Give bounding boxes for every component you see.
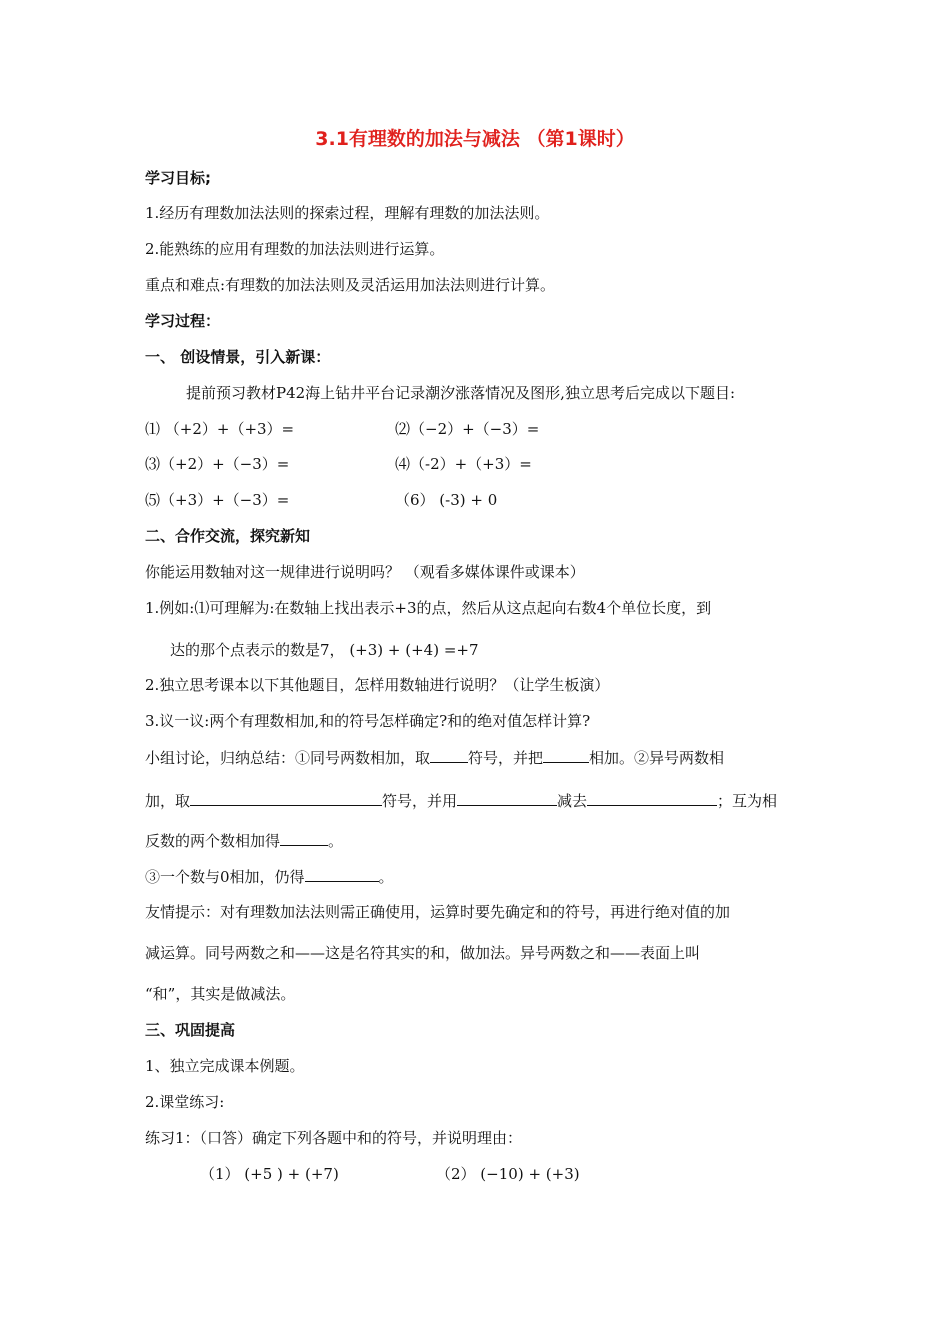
practice-problem-1: （1） (+5 ) + (+7) (200, 1165, 339, 1183)
practice-problem-2: （2） (−10) + (+3) (436, 1165, 580, 1183)
blank-absolute-values[interactable] (543, 747, 589, 763)
problem-3: ⑶（+2）+（−3）= (145, 455, 290, 473)
problem-1: ⑴ （+2）+（+3）= (145, 420, 295, 438)
section-1-heading: 一、 创设情景，引入新课： (145, 348, 331, 366)
blank-larger-abs[interactable] (457, 790, 557, 806)
summary-line-3: 反数的两个数相加得 。 (145, 832, 344, 850)
section-3-heading: 三、巩固提高 (145, 1021, 236, 1039)
summary-line-1: 小组讨论，归纳总结：①同号两数相加，取 符号，并把 相加。②异号两数相 (145, 749, 725, 767)
blank-larger-sign[interactable] (190, 790, 382, 806)
example-1-line-1: 1.例如:⑴可理解为:在数轴上找出表示+3的点，然后从这点起向右数4个单位长度，到 (145, 599, 712, 617)
problem-4: ⑷（-2）+（+3）= (395, 455, 532, 473)
goals-heading: 学习目标; (145, 169, 211, 187)
tip-line-2: 减运算。同号两数之和——这是名符其实的和，做加法。异号两数之和——表面上叫 (145, 944, 701, 962)
section-1-intro: 提前预习教材P42海上钻井平台记录潮汐涨落情况及图形,独立思考后完成以下题目: (186, 384, 736, 402)
tip-line-1: 友情提示：对有理数加法法则需正确使用，运算时要先确定和的符号，再进行绝对值的加 (145, 903, 731, 921)
goal-2: 2.能熟练的应用有理数的加法法则进行运算。 (145, 240, 445, 258)
summary-line-2: 加，取 符号，并用 减去 ；互为相 (145, 792, 778, 810)
blank-zero-sum[interactable] (305, 866, 379, 882)
goal-1: 1.经历有理数加法法则的探索过程，理解有理数的加法法则。 (145, 204, 550, 222)
blank-opposite-sum[interactable] (280, 830, 328, 846)
problem-2: ⑵（−2）+（−3）= (395, 420, 540, 438)
section-3-item-2: 2.课堂练习: (145, 1093, 225, 1111)
page-title: 3.1有理数的加法与减法 （第1课时） (315, 128, 635, 150)
practice-1-prompt: 练习1：（口答）确定下列各题中和的符号，并说明理由： (145, 1129, 523, 1147)
summary-line-4: ③一个数与0相加，仍得 。 (145, 868, 394, 886)
example-1-line-2: 达的那个点表示的数是7， (+3) + (+4) =+7 (170, 641, 479, 659)
process-heading: 学习过程： (145, 312, 221, 330)
item-2: 2.独立思考课本以下其他题目，怎样用数轴进行说明？（让学生板演） (145, 676, 610, 694)
tip-line-3: “和”，其实是做减法。 (145, 985, 296, 1003)
section-2-heading: 二、合作交流，探究新知 (145, 527, 311, 545)
key-points: 重点和难点:有理数的加法法则及灵活运用加法法则进行计算。 (145, 276, 556, 294)
section-2-question: 你能运用数轴对这一规律进行说明吗？ （观看多媒体课件或课本） (145, 563, 585, 581)
problem-5: ⑸（+3）+（−3）= (145, 491, 290, 509)
blank-same-sign[interactable] (430, 747, 468, 763)
section-3-item-1: 1、独立完成课本例题。 (145, 1057, 305, 1075)
problem-6: （6） (-3) + 0 (395, 491, 498, 509)
item-3: 3.议一议:两个有理数相加,和的符号怎样确定?和的绝对值怎样计算? (145, 712, 591, 730)
blank-smaller-abs[interactable] (587, 790, 717, 806)
